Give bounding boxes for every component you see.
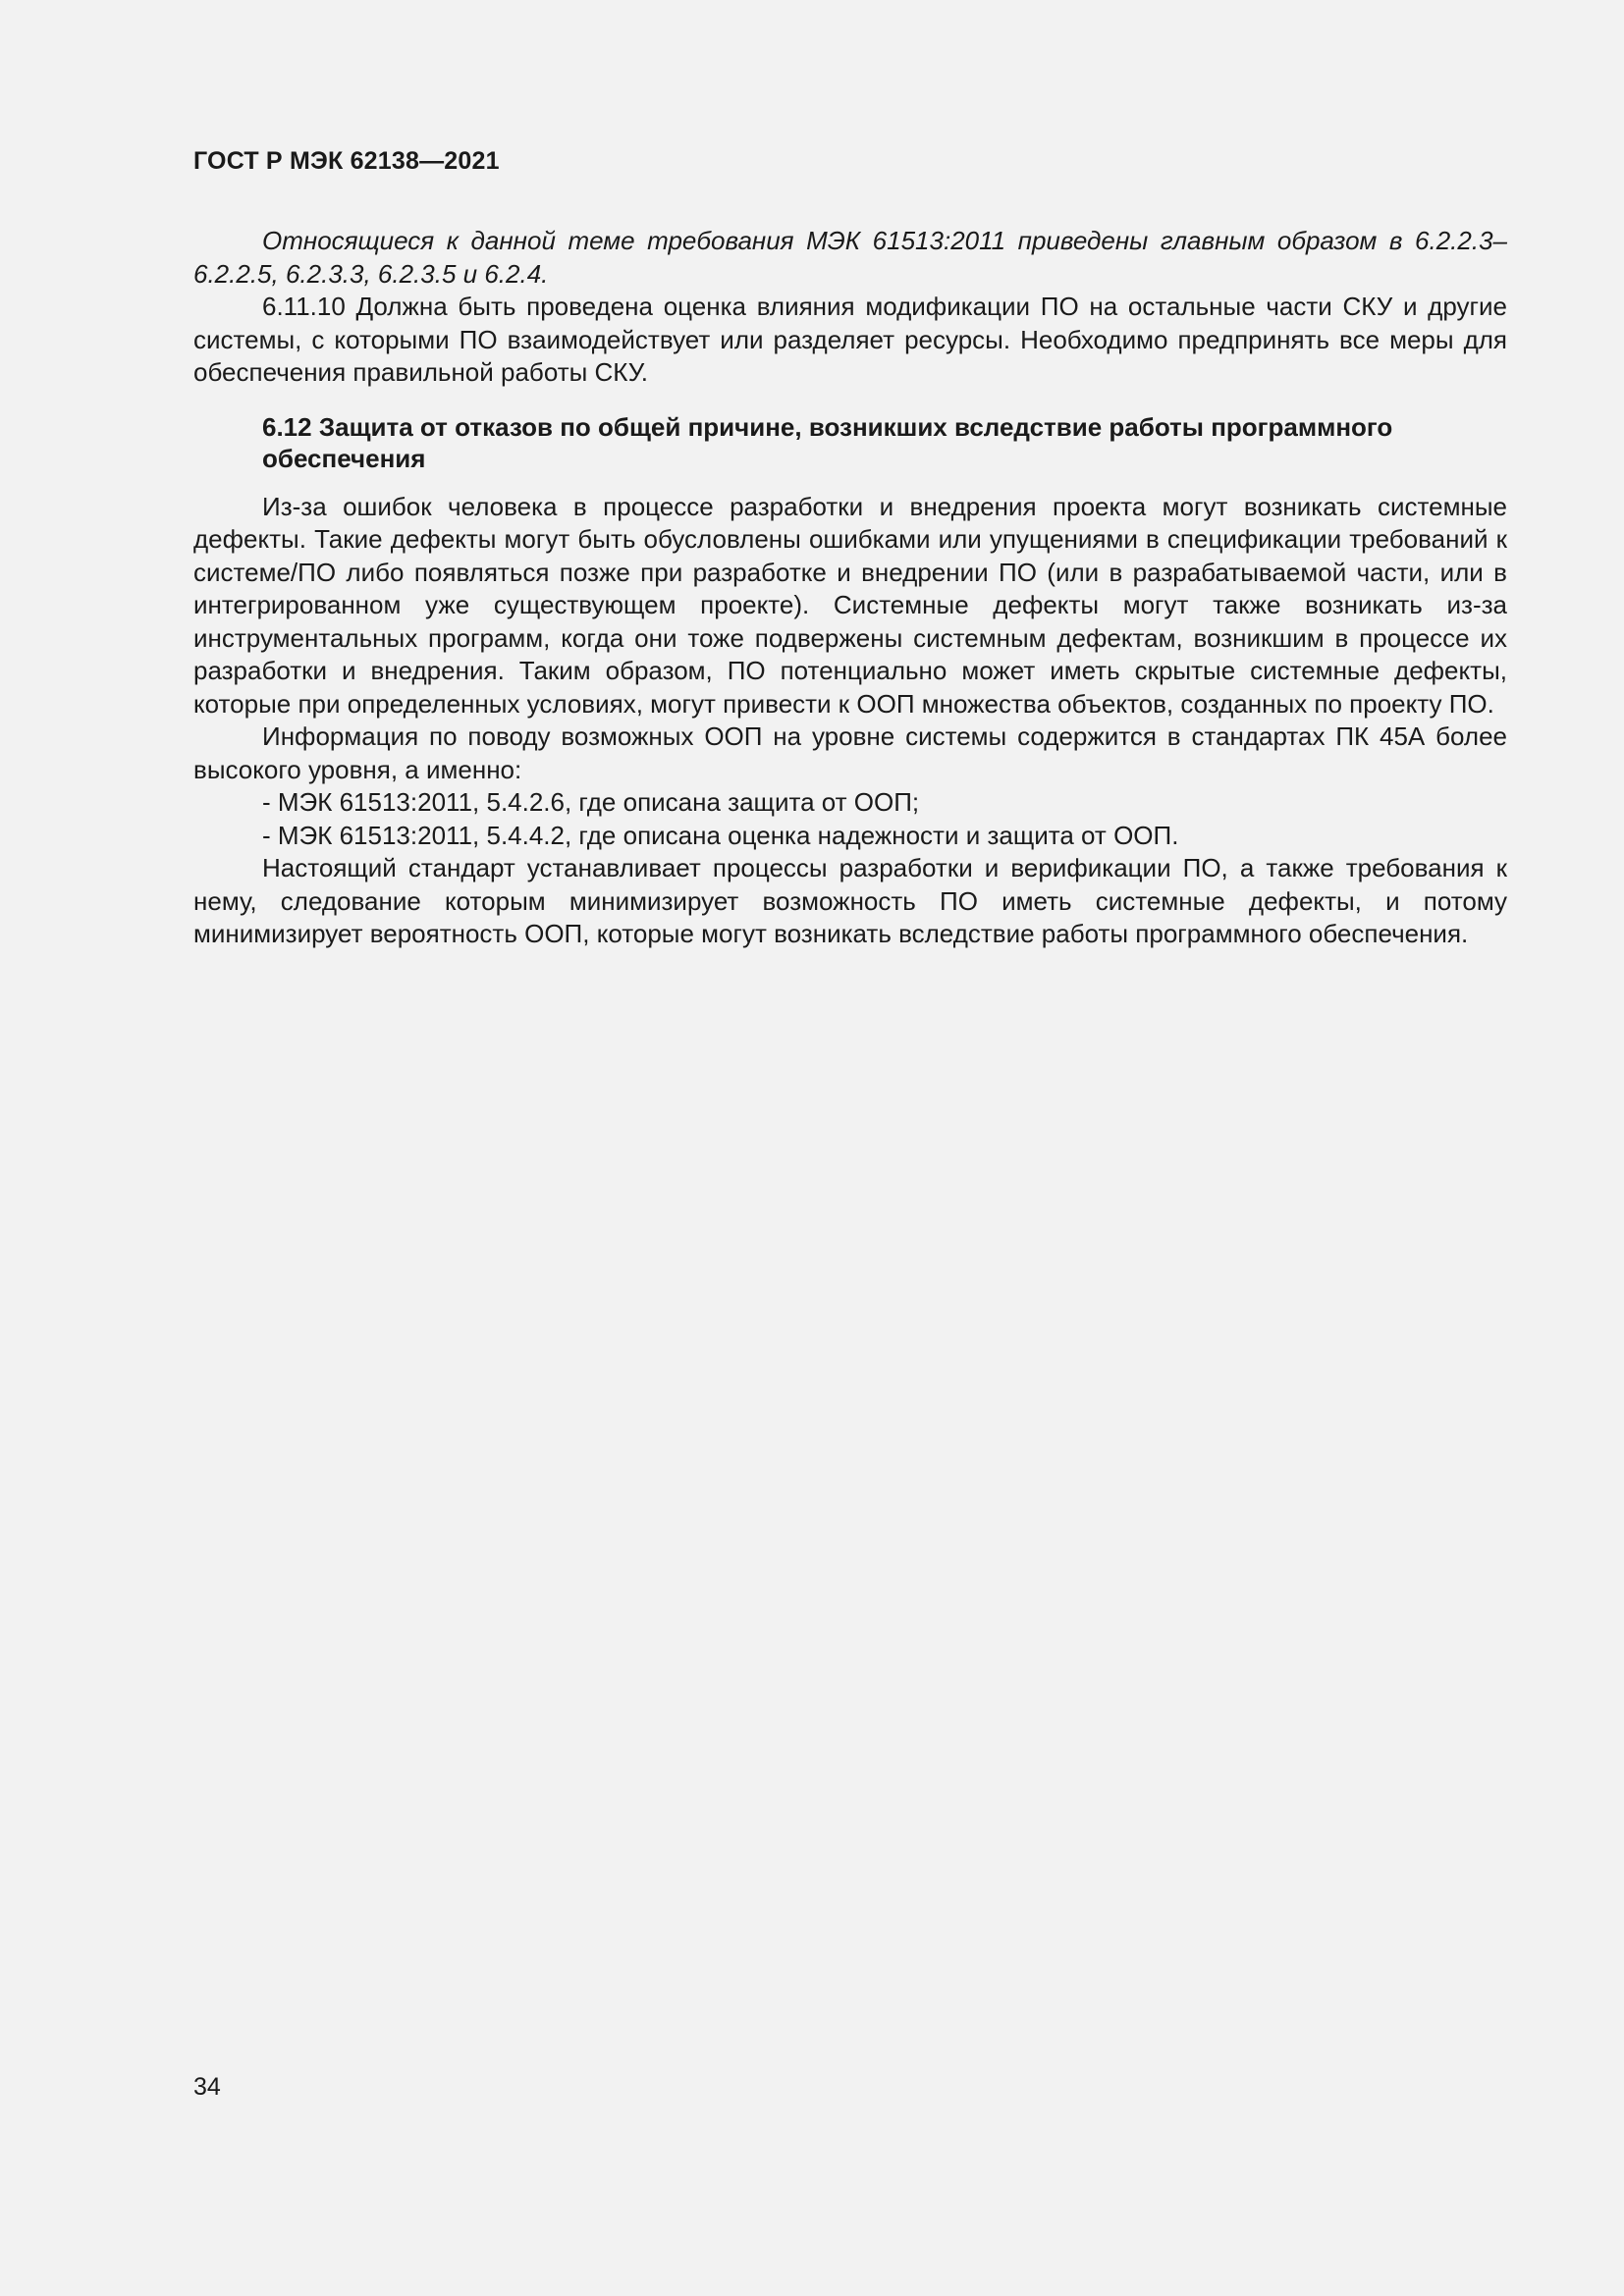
paragraph-ccf-information: Информация по поводу возможных ООП на уровне системы содержится в стандартах ПК 45А более высокого уровня, а именно: [193,721,1507,784]
document-header: ГОСТ Р МЭК 62138—2021 [193,147,500,175]
document-body [193,225,1507,951]
paragraph-related-requirements: Относящиеся к данной теме требования МЭК 61513:2011 приведены главным образом в 6.2.2.3–6.2.2.5, 6.2.3.3, 6.2.3.5 и 6.2.4. [193,226,1507,289]
list-item: - МЭК 61513:2011, 5.4.4.2, где описана оценка надежности и защита от ООП. [262,820,1179,850]
page-number: 34 [193,2073,221,2101]
paragraph-systematic-defects: Из-за ошибок человека в процессе разработки и внедрения проекта могут возникать системные дефекты. Такие дефекты могут быть обусловлены ошибками или упущениями в спецификации требований к системе/ПО либо появляться позже при разработке и внедрении ПО (или в разрабатываемой части, или в интегрированном уже существующем проекте). Системные дефекты могут также возникать из-за инструментальных программ, когда они тоже подвержены системным дефектам, возникшим в процессе их разработки и внедрения. Таким образом, ПО потенциально может иметь скрытые системные дефекты, которые при определенных условиях, могут привести к ООП множества объектов, созданных по проекту ПО. [193,491,1507,719]
paragraph-standard-scope: Настоящий стандарт устанавливает процессы разработки и верификации ПО, а также требования к нему, следование которым минимизирует возможность ПО иметь системные дефекты, и потому минимизирует вероятность ООП, которые могут возникать вследствие работы программного обеспечения. [193,853,1507,948]
list-item: - МЭК 61513:2011, 5.4.2.6, где описана защита от ООП; [262,787,920,817]
section-title-6-12: 6.12 Защита от отказов по общей причине, возникших вследствие работы программного обеспечения [262,411,1393,473]
paragraph-6-11-10: 6.11.10 Должна быть проведена оценка влияния модификации ПО на остальные части СКУ и другие системы, с которыми ПО взаимодействует или разделяет ресурсы. Необходимо предпринять все меры для обеспечения правильной работы СКУ. [193,292,1507,387]
